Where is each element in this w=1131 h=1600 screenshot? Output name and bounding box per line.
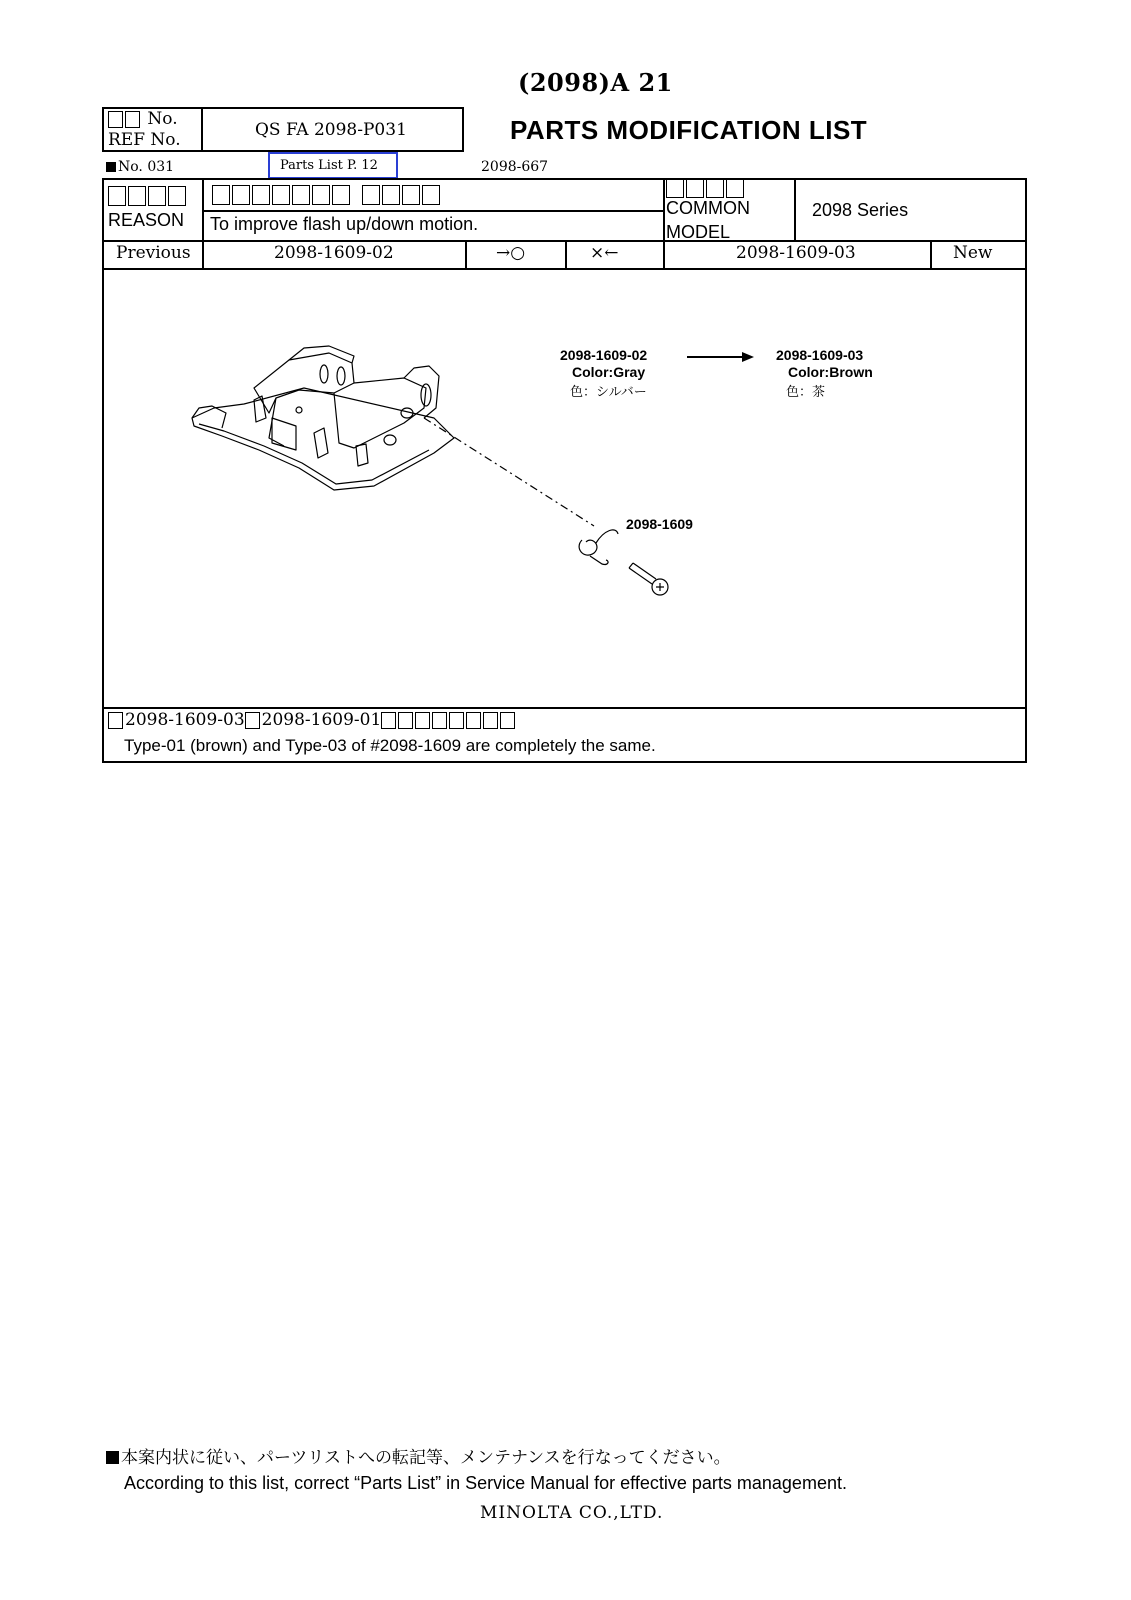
divider bbox=[930, 242, 932, 268]
common-model-label-line1: COMMON bbox=[666, 198, 750, 218]
jp-glyph-placeholder bbox=[706, 178, 724, 198]
document-title: PARTS MODIFICATION LIST bbox=[510, 115, 868, 145]
common-model-value: 2098 Series bbox=[812, 200, 909, 220]
torsion-spring bbox=[579, 530, 618, 555]
footer-jp-text: 本案内状に従い、パーツリストへの転記等、メンテナンスを行なってください。 bbox=[121, 1448, 731, 1468]
new-part-label: 2098-1609-03 bbox=[776, 347, 864, 363]
common-model-label-line2: MODEL bbox=[666, 222, 731, 242]
old-part-label: 2098-1609-02 bbox=[560, 347, 648, 363]
forward-compatibility-symbol: →○ bbox=[496, 243, 526, 263]
reason-text: To improve flash up/down motion. bbox=[210, 214, 479, 234]
reason-label: REASON bbox=[108, 210, 185, 230]
reason-jp-label bbox=[108, 186, 188, 206]
spring-leg bbox=[590, 556, 608, 564]
backward-compatibility-symbol: ×← bbox=[590, 243, 619, 263]
jp-glyph-placeholder bbox=[168, 186, 186, 206]
jp-glyph-placeholder bbox=[245, 712, 260, 729]
ref-label-top: No. bbox=[147, 109, 178, 129]
jp-glyph-placeholder bbox=[332, 185, 350, 205]
footer-en-text: According to this list, correct “Parts List” in Service Manual for effective parts management. bbox=[124, 1473, 847, 1493]
note-jp-line bbox=[108, 710, 517, 730]
frame-body bbox=[269, 378, 426, 448]
old-color-label: Color:Gray bbox=[572, 364, 646, 380]
divider bbox=[465, 242, 467, 268]
new-part-number: 2098-1609-03 bbox=[736, 243, 856, 263]
jp-glyph-placeholder bbox=[686, 178, 704, 198]
jp-glyph-placeholder bbox=[362, 185, 380, 205]
note-text: Type-01 (brown) and Type-03 of #2098-1609 are completely the same. bbox=[124, 736, 656, 755]
modification-arrowhead bbox=[742, 352, 754, 362]
ref-value-cell bbox=[201, 107, 464, 152]
left-tab bbox=[192, 406, 226, 428]
list-number-text: No. 031 bbox=[118, 159, 175, 175]
divider bbox=[794, 180, 796, 242]
screw-shaft bbox=[629, 563, 656, 584]
oval-hole bbox=[320, 365, 328, 383]
jp-glyph-placeholder bbox=[212, 185, 230, 205]
divider bbox=[202, 180, 204, 268]
jp-glyph-placeholder bbox=[125, 111, 140, 128]
jp-glyph-placeholder bbox=[272, 185, 290, 205]
jp-glyph-placeholder bbox=[466, 712, 481, 729]
cylinder bbox=[356, 444, 368, 466]
jp-glyph-placeholder bbox=[398, 712, 413, 729]
new-color-label: Color:Brown bbox=[788, 364, 873, 380]
ref-value: QS FA 2098-P031 bbox=[255, 120, 407, 140]
clip bbox=[314, 428, 328, 458]
list-number bbox=[106, 159, 174, 175]
part-illustration bbox=[104, 268, 1025, 707]
jp-glyph-placeholder bbox=[108, 712, 123, 729]
divider bbox=[565, 242, 567, 268]
note-part-a: 2098-1609-03 bbox=[125, 710, 245, 730]
previous-label: Previous bbox=[116, 243, 191, 263]
jp-glyph-placeholder bbox=[108, 186, 126, 206]
previous-part-number: 2098-1609-02 bbox=[274, 243, 394, 263]
jp-glyph-placeholder bbox=[432, 712, 447, 729]
jp-glyph-placeholder bbox=[252, 185, 270, 205]
oval-hole bbox=[337, 367, 345, 385]
lower-pin bbox=[384, 435, 396, 445]
jp-glyph-placeholder bbox=[422, 185, 440, 205]
jp-glyph-placeholder bbox=[483, 712, 498, 729]
jp-glyph-placeholder bbox=[292, 185, 310, 205]
new-color-jp-label: 色：茶 bbox=[786, 385, 826, 400]
slide-block bbox=[272, 418, 296, 450]
jp-glyph-placeholder bbox=[382, 185, 400, 205]
divider bbox=[663, 242, 665, 268]
note-part-b: 2098-1609-01 bbox=[261, 710, 382, 730]
footer-jp-line bbox=[106, 1443, 731, 1468]
small-hole bbox=[296, 407, 302, 413]
square-bullet-icon bbox=[106, 162, 116, 172]
ref-label-bottom: REF No. bbox=[108, 130, 181, 150]
divider bbox=[663, 180, 665, 242]
jp-glyph-placeholder bbox=[726, 178, 744, 198]
document-code: 2098-667 bbox=[481, 159, 549, 175]
jp-glyph-placeholder bbox=[312, 185, 330, 205]
screw-cross bbox=[656, 583, 664, 591]
reason-jp-text bbox=[212, 185, 442, 205]
jp-glyph-placeholder bbox=[415, 712, 430, 729]
jp-glyph-placeholder bbox=[449, 712, 464, 729]
info-table bbox=[102, 178, 1027, 270]
jp-glyph-placeholder bbox=[148, 186, 166, 206]
jp-glyph-placeholder bbox=[232, 185, 250, 205]
base-plate bbox=[192, 388, 454, 490]
jp-glyph-placeholder bbox=[666, 178, 684, 198]
parts-list-reference-text: Parts List P. 12 bbox=[280, 158, 378, 173]
divider bbox=[204, 210, 663, 212]
page-number: (2098)A 21 bbox=[518, 68, 673, 97]
jp-glyph-placeholder bbox=[402, 185, 420, 205]
note-area bbox=[102, 707, 1027, 763]
old-color-jp-label: 色：シルバー bbox=[570, 385, 647, 400]
ref-label-cell bbox=[102, 107, 203, 152]
spring-part-label: 2098-1609 bbox=[626, 516, 693, 532]
jp-glyph-placeholder bbox=[381, 712, 396, 729]
company-name: MINOLTA CO.,LTD. bbox=[480, 1503, 664, 1523]
jp-glyph-placeholder bbox=[108, 111, 123, 128]
jp-glyph-placeholder bbox=[500, 712, 515, 729]
parts-list-reference bbox=[268, 152, 398, 179]
square-bullet-icon bbox=[106, 1451, 119, 1464]
jp-glyph-placeholder bbox=[128, 186, 146, 206]
hinge-hole bbox=[421, 384, 431, 406]
diagram-area bbox=[102, 268, 1027, 709]
common-model-jp-label bbox=[666, 178, 746, 198]
new-label: New bbox=[953, 243, 993, 263]
assembly-axis bbox=[424, 418, 594, 526]
